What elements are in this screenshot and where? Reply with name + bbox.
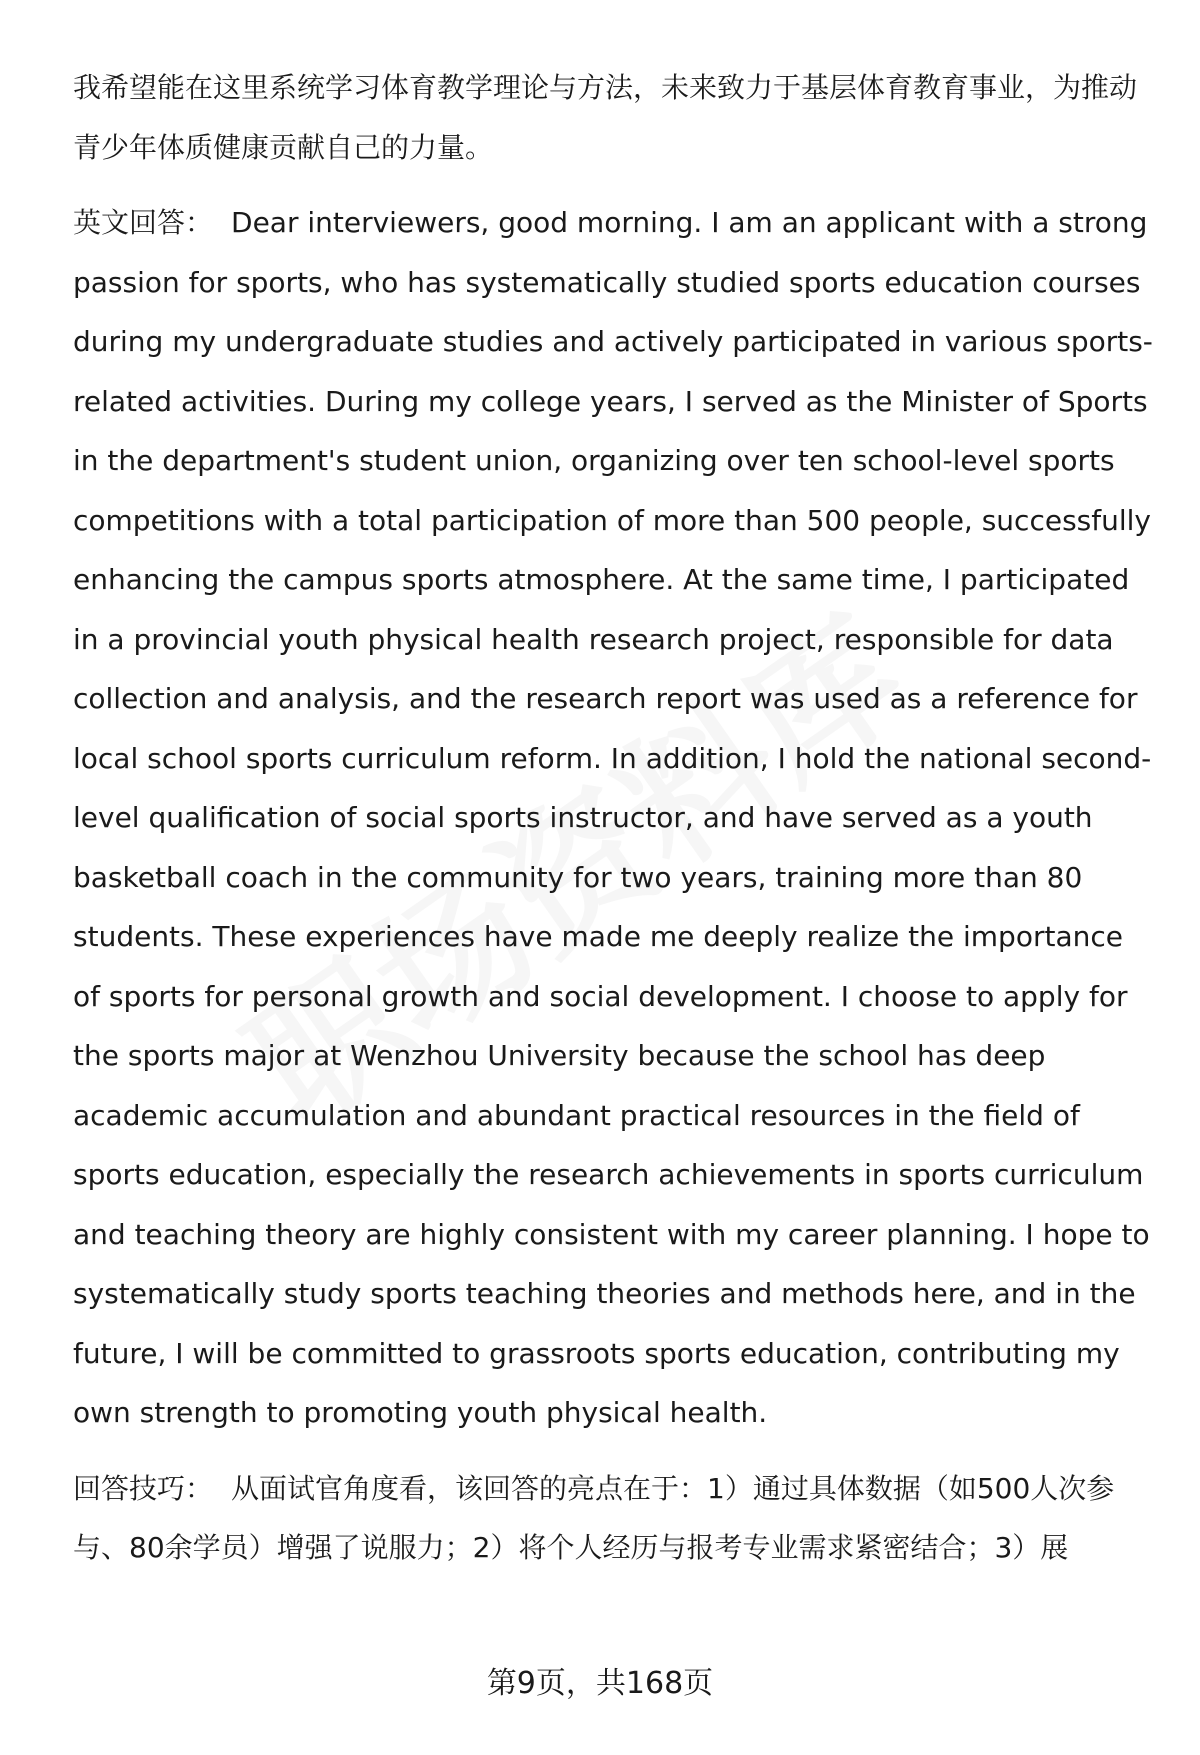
document-body <box>73 58 1153 1578</box>
answer-tips-text: 从面试官角度看，该回答的亮点在于：1）通过具体数据（如500人次参与、80余学员）增强了说服力；2）将个人经历与报考专业需求紧密结合；3）展 <box>73 1471 1115 1564</box>
english-answer-text: Dear interviewers, good morning. I am an applicant with a strong passion for sports, who has systematically studied sports education courses during my undergraduate studies and actively participated in various sports-related activities. During my college years, I served as the Minister of Sports in the department's student union, organizing over ten school-level sports competitions with a total participation of more than 500 people, successfully enhancing the campus sports atmosphere. At the same time, I participated in a provincial youth physical health research project, responsible for data collection and analysis, and the research report was used as a reference for local school sports curriculum reform. In addition, I hold the national second-level qualification of social sports instructor, and have served as a youth basketball coach in the community for two years, training more than 80 students. These experiences have made me deeply realize the importance of sports for personal growth and social development. I choose to apply for the sports major at Wenzhou University because the school has deep academic accumulation and abundant practical resources in the field of sports education, especially the research achievements in sports curriculum and teaching theory are highly consistent with my career planning. I hope to systematically study sports teaching theories and methods here, and in the future, I will be committed to grassroots sports education, contributing my own strength to promoting youth physical health. <box>73 206 1153 1429</box>
answer-tips-paragraph <box>73 1459 1153 1578</box>
answer-tips-label: 回答技巧： <box>73 1471 214 1505</box>
page-number-footer: 第9页，共168页 <box>486 1666 714 1701</box>
english-answer-label: 英文回答： <box>73 206 214 239</box>
english-answer-paragraph <box>73 193 1153 1443</box>
chinese-intro-tail: 我希望能在这里系统学习体育教学理论与方法，未来致力于基层体育教育事业，为推动青少年体质健康贡献自己的力量。 <box>73 71 1138 164</box>
